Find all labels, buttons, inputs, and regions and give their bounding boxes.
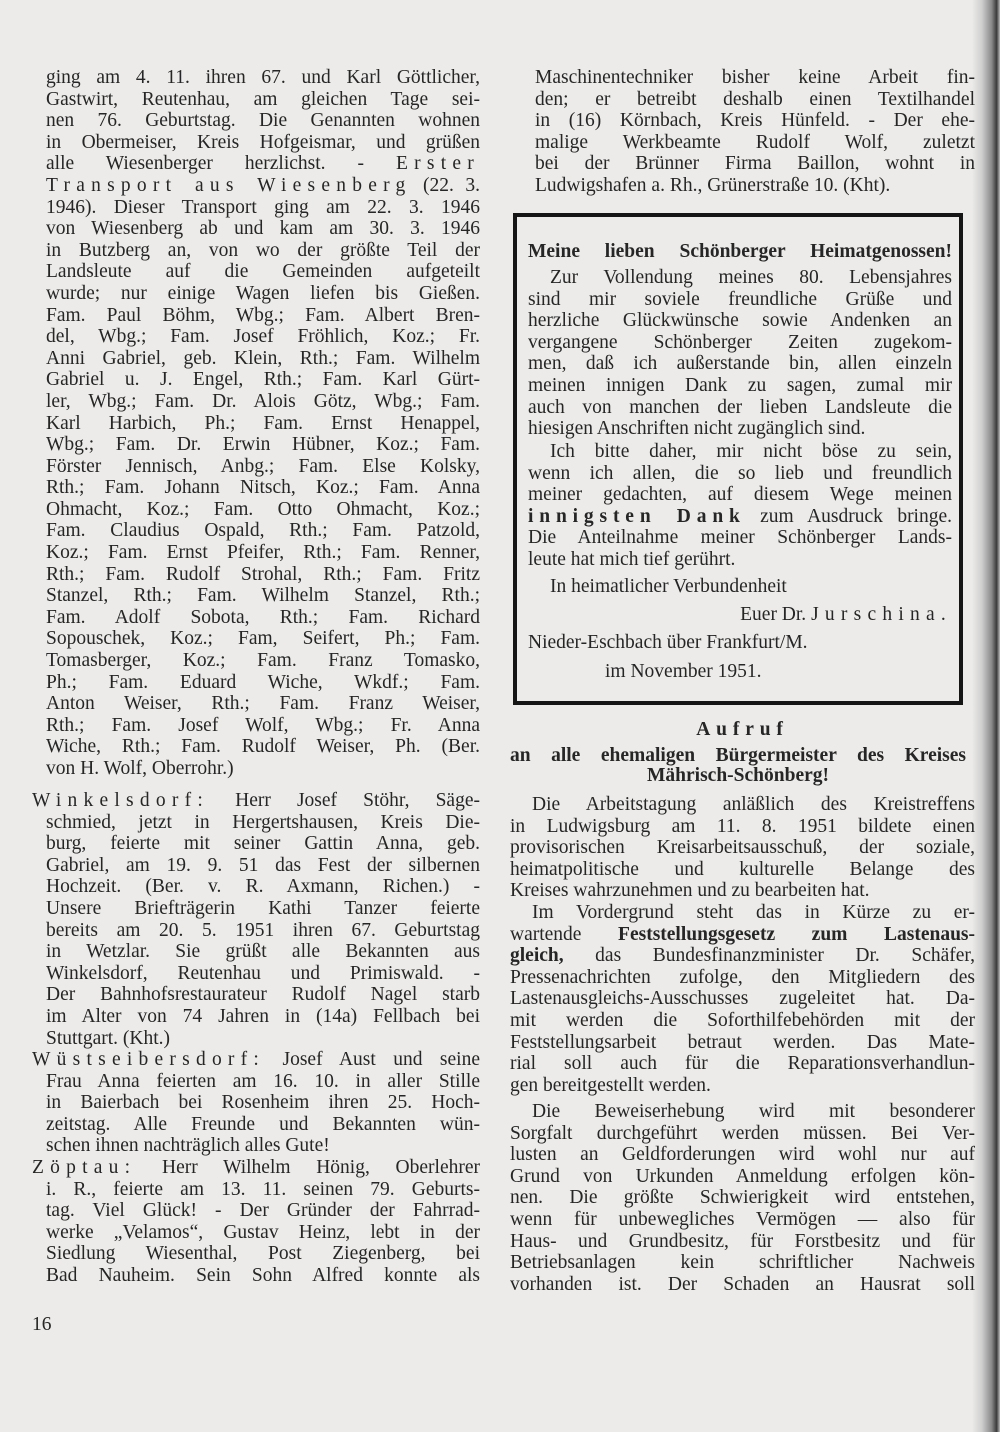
text-segment: Erster [396,153,480,175]
text-line [46,1071,480,1093]
text-line-content: Landsleute auf die Gemeinden aufgeteilt [46,261,480,283]
text-line [46,876,480,898]
text-segment: das Bundesfinanzminister Dr. Schäfer, [563,945,975,967]
text-line [46,672,480,694]
text-line-content: im Alter von 74 Jahren in (14a) Fellbach bei [46,1005,480,1027]
text-line [46,1222,480,1244]
text-line-content [32,1049,480,1070]
text-line-content: bereits am 20. 5. 1951 ihren 67. Geburtstag [46,919,480,941]
text-line [510,1010,975,1032]
text-line-content: ler, Wbg.; Fam. Dr. Alois Götz, Wbg.; Fam. [46,390,480,412]
text-line [46,941,480,963]
text-line [528,527,952,549]
text-line [46,984,480,1006]
text-line [510,719,975,741]
text-line-content: Hochzeit. (Ber. v. R. Axmann, Richen.) - [46,876,480,898]
text-segment: Josef Aust und seine [265,1049,480,1070]
text-line [528,332,952,354]
text-line-content: Pressenachrichten zufolge, den Mitgliedern des [510,966,975,988]
text-line-content: den; er betreibt deshalb einen Textilhandel [535,88,975,110]
text-line [46,833,480,855]
appeal-subheading-2 [510,766,966,786]
text-line-content: Anton Weiser, Rth.; Fam. Franz Weiser, [46,693,480,715]
notice-closing [528,576,952,598]
appeal-paragraph-2 [510,902,975,1096]
text-line-content: Zur Vollendung meines 80. Lebensjahres [550,267,952,288]
text-line [528,506,952,528]
text-line-content [32,790,480,811]
text-line-content: Die Anteilnahme meiner Schönberger Lands- [528,527,952,549]
text-line [510,766,966,786]
text-segment: Euer Dr. [740,604,812,625]
text-line [46,283,480,305]
text-line [46,456,480,478]
text-line-content: Wbg.; Fam. Dr. Erwin Hübner, Koz.; Fam. [46,434,480,456]
text-line-content [510,745,966,766]
text-line [46,326,480,348]
notice-signature [528,604,952,626]
text-line [32,1049,480,1071]
text-line-content: Rth.; Fam. Josef Wolf, Wbg.; Fr. Anna [46,714,480,736]
text-line [46,110,480,132]
text-line [510,1231,975,1253]
text-line-content [46,175,480,196]
text-line-content [696,719,789,740]
text-line [510,1032,975,1054]
text-line-content: vorhanden ist. Der Schaden an Hausrat soll [510,1273,975,1295]
text-line [510,988,975,1010]
text-line-content: Die Beweiserhebung wird mit besonderer [532,1101,975,1122]
text-segment: Transport aus Wiesenberg [46,174,412,196]
text-line [46,132,480,154]
text-line-content: schen ihnen nachträglich alles Gute! [46,1135,330,1157]
text-line-content: im November 1951. [605,661,762,682]
text-line [46,715,480,737]
text-line [528,375,952,397]
text-segment: (22. 3. [411,174,481,196]
text-line-content: Nieder-Eschbach über Frankfurt/M. [528,632,808,653]
text-line-content: Anni Gabriel, geb. Klein, Rth.; Fam. Wilhelm [46,347,480,369]
text-line-content: men, daß ich außerstande bin, allen einzeln [528,353,952,375]
appeal-paragraph-1 [510,794,975,902]
text-line-content: nen. Die größte Schwierigkeit wird entstehen, [510,1187,975,1209]
text-line [46,1179,480,1201]
text-segment: innigsten Dank [528,505,746,527]
text-line-content: Ohmacht, Koz.; Fam. Otto Ohmacht, Koz.; [46,498,480,520]
text-line-content: Frau Anna feierten am 16. 10. in aller Stille [46,1070,480,1092]
text-line [510,746,966,766]
text-line-content: Maschinentechniker bisher keine Arbeit fin- [535,67,975,88]
text-line [46,218,480,240]
text-line-content [528,506,952,527]
text-line-content: in Wetzlar. Sie grüßt alle Bekannten aus [46,941,480,963]
text-line [528,241,952,263]
text-line-content: Lastenausgleichs-Ausschusses zugeleitet hat. Da- [510,988,975,1010]
text-line [535,110,975,132]
text-line [46,1135,480,1157]
notice-date [528,661,952,683]
text-segment: Wüstseibersdorf: [32,1049,266,1070]
text-line [46,369,480,391]
text-line [510,859,975,881]
text-line [46,175,480,197]
text-line [46,542,480,564]
text-line [510,1123,975,1145]
text-segment: Feststellungsgesetz zum Lastenaus- [618,923,975,945]
text-line [46,1006,480,1028]
text-line-content [46,153,480,174]
text-line-content: von Wiesenberg ab und kam am 30. 3. 1946 [46,218,480,240]
text-line [528,463,952,485]
text-line [528,310,952,332]
text-line-content: in Ludwigsburg am 11. 8. 1951 bildete einen [510,815,975,837]
text-line [510,1187,975,1209]
text-line-content: wurde; nur einige Wagen liefen bis Gießen. [46,282,480,304]
text-segment: Herr Josef Stöhr, Säge- [209,790,480,811]
text-line-content [528,241,952,262]
text-line [46,1114,480,1136]
text-line [46,499,480,521]
text-line-content: Kreises wahrzunehmen und zu bearbeiten hat. [510,880,870,902]
text-line-content: gen bereitgestellt werden. [510,1074,711,1096]
text-line-content: Karl Harbich, Ph.; Fam. Ernst Henappel, [46,412,480,434]
text-line [535,175,975,197]
left-paragraph-winkelsdorf [32,790,480,1049]
text-line [46,348,480,370]
text-segment: an alle ehemaligen Bürgermeister des Kreises [510,745,966,766]
text-line [510,837,975,859]
text-line [550,441,952,463]
text-line-content: provisorischen Kreisarbeitsausschuß, der soziale, [510,837,975,859]
text-line-content: Koz.; Fam. Ernst Pfeifer, Rth.; Fam. Renner, [46,542,480,564]
text-line-content: sind mir soviele freundliche Grüße und [528,288,952,310]
text-line [46,898,480,920]
text-line-content: Siedlung Wiesenthal, Post Ziegenberg, bei [46,1243,480,1265]
text-line-content: bei der Brünner Firma Baillon, wohnt in [535,153,975,175]
text-segment: Winkelsdorf: [32,790,209,811]
text-line-content: Ich bitte daher, mir nicht böse zu sein, [550,441,952,462]
text-line [510,924,975,946]
text-line-content: 1946). Dieser Transport ging am 22. 3. 1946 [46,196,480,218]
text-line-content: Fam. Paul Böhm, Wbg.; Fam. Albert Bren- [46,304,480,326]
text-line [535,67,975,89]
notice-paragraph-1 [528,267,952,440]
text-line [528,604,952,626]
text-line-content: Im Vordergrund steht das in Kürze zu er- [532,902,975,923]
text-line [510,1144,975,1166]
text-line-content: wenn für unbewegliches Vermögen — also für [510,1208,975,1230]
text-line [46,650,480,672]
text-line-content: Sopouschek, Koz.; Fam, Seifert, Ph.; Fam. [46,628,480,650]
text-line-content: In heimatlicher Verbundenheit [550,576,787,597]
text-line-content: Wiche, Rth.; Fam. Rudolf Weiser, Ph. (Ber. [46,736,480,758]
text-line-content: malige Werkbeamte Rudolf Wolf, zuletzt [535,131,975,153]
text-line-content: Fam. Claudius Ospald, Rth.; Fam. Patzold, [46,520,480,542]
text-line-content: in Butzberg an, von wo der größte Teil der [46,239,480,261]
text-segment: Zöptau: [32,1157,137,1178]
text-line [46,477,480,499]
text-line [510,1075,975,1097]
text-line-content: burg, feierte mit seiner Gattin Anna, geb. [46,833,480,855]
text-line [32,790,480,812]
text-line [510,1053,975,1075]
text-line [510,967,975,989]
text-line [46,413,480,435]
text-line [46,89,480,111]
text-line [46,434,480,456]
text-line-content: Feststellungsarbeit betraut werden. Das Mate- [510,1031,975,1053]
text-line [532,902,975,924]
text-line [46,963,480,985]
text-line [510,1274,975,1296]
text-line-content: Die Arbeitstagung anläßlich des Kreistreffens [532,794,975,815]
text-line-content: Winkelsdorf, Reutenhau und Primiswald. - [46,962,480,984]
text-line-content: nen 76. Geburtstag. Die Genannten wohnen [46,110,480,132]
notice-paragraph-2 [528,441,952,571]
notice-place [528,632,952,654]
text-line-content: wenn ich allen, die so lieb und freundlich [528,462,952,484]
text-line [46,628,480,650]
appeal-subheading-1 [510,746,966,766]
text-line [605,661,952,683]
left-paragraph-zoeptau [32,1157,480,1287]
text-line [528,289,952,311]
text-line [532,1101,975,1123]
text-line [550,576,952,598]
text-line [46,920,480,942]
text-line [535,153,975,175]
text-line-content: Grund von Urkunden Anmeldung erfolgen kön- [510,1165,975,1187]
text-line-content: von H. Wolf, Oberrohr.) [46,758,234,779]
text-segment: Mährisch-Schönberg! [647,765,829,786]
text-line-content: lusten an Geldforderungen wird wohl nur auf [510,1144,975,1166]
text-line-content: Rth.; Fam. Rudolf Strohal, Rth.; Fam. Fritz [46,563,480,585]
text-line-content: Gabriel, am 19. 9. 51 das Fest der silbernen [46,854,480,876]
text-line-content: in Obermeiser, Kreis Hofgeismar, und grüßen [46,131,480,153]
text-line [46,1265,480,1287]
text-line [46,855,480,877]
text-line [528,418,952,440]
text-line-content: meinen innigen Dank zu sagen, zumal mir [528,374,952,396]
text-line-content: Rth.; Fam. Johann Nitsch, Koz.; Fam. Anna [46,477,480,499]
text-line-content [510,924,975,945]
text-line [46,261,480,283]
appeal-heading [510,719,975,741]
text-line-content: auch von manchen der lieben Landsleute die [528,396,952,418]
text-line-content: rial soll auch für die Reparationsverhandlun- [510,1053,975,1075]
text-line-content: zeitstag. Alle Freunde und Bekannten wün- [46,1113,480,1135]
text-line-content: Der Bahnhofsrestaurateur Rudolf Nagel starb [46,984,480,1006]
text-segment: Jurschina. [811,604,952,625]
text-line [46,564,480,586]
text-line [528,632,952,654]
notice-title [528,241,952,263]
text-line [510,880,975,902]
page-binding-shadow [972,0,1000,1432]
text-line [46,197,480,219]
text-line-content: in Baierbach bei Rosenheim ihren 25. Hoch- [46,1092,480,1114]
text-line [46,240,480,262]
text-line-content [510,945,975,966]
text-line-content: hiesigen Anschriften nicht zugänglich sind. [528,418,866,440]
text-line-content: Betriebsanlagen kein schriftlicher Nachweis [510,1252,975,1274]
text-line [532,794,975,816]
text-segment: zum Ausdruck bringe. [745,505,953,527]
text-line-content: mit werden die Soforthilfebehörden mit der [510,1009,975,1031]
text-line-content: Förster Jennisch, Anbg.; Fam. Else Kolsky, [46,455,480,477]
text-line [46,1092,480,1114]
text-line [46,812,480,834]
text-line-content [32,1157,480,1178]
text-line [535,89,975,111]
text-line [46,585,480,607]
text-line [528,484,952,506]
text-line [510,1252,975,1274]
text-line [46,1243,480,1265]
text-line-content: del, Wbg.; Fam. Josef Fröhlich, Koz.; Fr. [46,326,480,348]
text-line-content: leute hat mich tief gerührt. [528,548,736,570]
text-line [528,549,952,571]
left-paragraph-wuestseibersdorf [32,1049,480,1157]
text-segment: Aufruf [696,719,789,740]
text-line [510,1166,975,1188]
text-line [46,520,480,542]
text-line [535,132,975,154]
text-line-content: Bad Nauheim. Sein Sohn Alfred konnte als [46,1264,480,1286]
text-line [46,693,480,715]
right-paragraph-continued [535,67,975,197]
text-line-content: herzliche Glückwünsche sowie Andenken an [528,310,952,332]
text-line [510,816,975,838]
text-line-content: Gastwirt, Reutenhau, am gleichen Tage sei- [46,88,480,110]
text-line-content: Gabriel u. J. Engel, Rth.; Fam. Karl Gürt- [46,369,480,391]
text-line-content: ging am 4. 11. ihren 67. und Karl Göttlicher, [46,67,480,88]
text-line-content: Ludwigshafen a. Rh., Grünerstraße 10. (Kht). [535,174,891,196]
text-line [46,1028,480,1050]
text-line [46,153,480,175]
text-line-content: in (16) Körnbach, Kreis Hünfeld. - Der ehe- [535,110,975,132]
text-line-content: werke „Velamos“, Gustav Heinz, lebt in der [46,1221,480,1243]
text-line [46,758,480,780]
text-line [46,1200,480,1222]
text-segment: Herr Wilhelm Hönig, Oberlehrer [136,1157,480,1178]
text-segment: gleich, [510,945,564,967]
text-line-content: schmied, jetzt in Hergertshausen, Kreis Die- [46,811,480,833]
text-segment: wartende [510,923,619,945]
left-paragraph-wiesenberg [46,67,480,780]
text-line-content: Fam. Adolf Sobota, Rth.; Fam. Richard [46,606,480,628]
text-line [46,736,480,758]
text-line-content [647,765,829,786]
text-line-content: heimatpolitische und kulturelle Belange des [510,858,975,880]
text-line-content: Tomasberger, Koz.; Fam. Franz Tomasko, [46,650,480,672]
text-line-content: i. R., feierte am 13. 11. seinen 79. Geburts- [46,1178,480,1200]
text-line [528,397,952,419]
appeal-paragraph-3 [510,1101,975,1295]
text-line-content [740,604,952,625]
text-line [550,267,952,289]
text-line-content: Haus- und Grundbesitz, für Forstbesitz und für [510,1230,975,1252]
text-line-content: tag. Viel Glück! - Der Gründer der Fahrrad- [46,1200,480,1222]
text-line [46,391,480,413]
text-line [510,945,975,967]
text-line-content: Sorgfalt durchgeführt werden müssen. Bei Ver- [510,1122,975,1144]
text-line-content: meiner gedachten, auf diesem Wege meinen [528,484,952,506]
text-line [46,305,480,327]
text-line [510,1209,975,1231]
text-line-content: Stuttgart. (Kht.) [46,1027,171,1049]
text-segment: alle Wiesenberger herzlichst. - [46,153,396,175]
text-line-content: vergangene Schönberger Zeiten zugekom- [528,331,952,353]
text-line-content: Unsere Briefträgerin Kathi Tanzer feierte [46,897,480,919]
text-line [46,67,480,89]
page-number: 16 [32,1314,52,1335]
text-line-content: Stanzel, Rth.; Fam. Wilhelm Stanzel, Rth.; [46,585,480,607]
text-line [528,353,952,375]
text-line [32,1157,480,1179]
text-line [46,607,480,629]
text-segment: Meine lieben Schönberger Heimatgenossen! [528,241,952,262]
text-line-content: Ph.; Fam. Eduard Wiche, Wkdf.; Fam. [46,671,480,693]
